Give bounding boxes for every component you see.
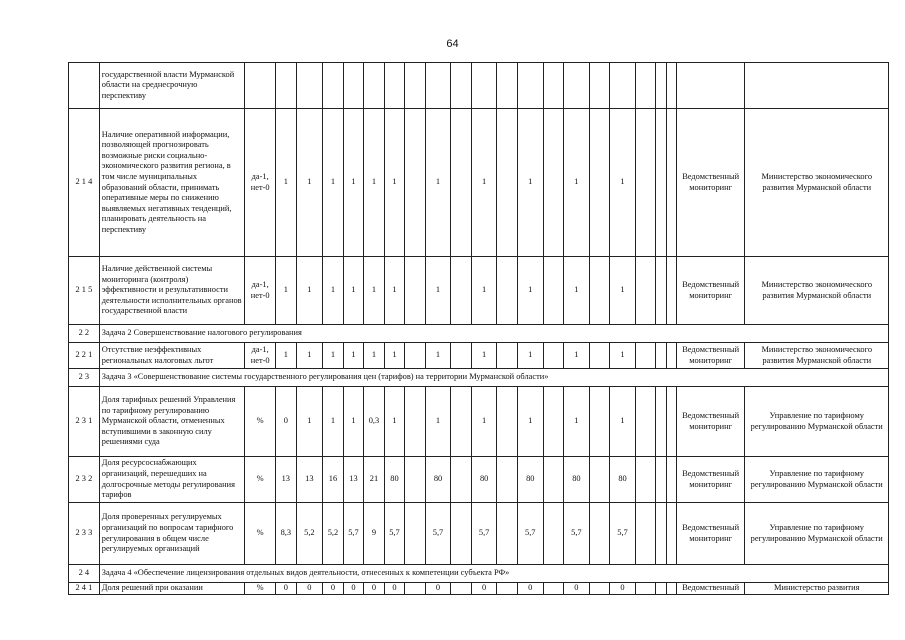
unit-cell: % [245, 503, 276, 565]
value-cell [589, 257, 610, 325]
value-cell: 8,3 [276, 503, 297, 565]
value-cell: 5,7 [517, 503, 543, 565]
value-cell [451, 109, 472, 257]
indicator-number: 2 2 1 [69, 343, 100, 369]
value-cell: 0 [471, 583, 497, 595]
value-cell [635, 63, 656, 109]
value-cell [635, 387, 656, 457]
value-cell [589, 583, 610, 595]
indicator-name: государственной власти Мурманской области на среднесрочную перспективу [99, 63, 245, 109]
unit-cell: да-1, нет-0 [245, 109, 276, 257]
responsible-cell: Министерство развития [745, 583, 889, 595]
value-cell: 0 [323, 583, 344, 595]
value-cell [497, 503, 518, 565]
value-cell [666, 387, 676, 457]
value-cell: 1 [276, 257, 297, 325]
value-cell: 80 [471, 457, 497, 503]
data-source-cell: Ведомственный [676, 583, 745, 595]
value-cell: 1 [610, 343, 636, 369]
value-cell [666, 63, 676, 109]
value-cell: 0 [610, 583, 636, 595]
indicator-name: Доля тарифных решений Управления по тарифному регулированию Мурманской области, отмененных вступившими в законную силу решениями суда [99, 387, 245, 457]
data-source-cell: Ведомственный мониторинг [676, 457, 745, 503]
value-cell [384, 63, 405, 109]
responsible-cell: Министерство экономического развития Мурманской области [745, 109, 889, 257]
indicator-row [69, 343, 889, 369]
indicator-row [69, 503, 889, 565]
value-cell: 1 [364, 343, 385, 369]
value-cell: 80 [425, 457, 451, 503]
data-source-cell: Ведомственный мониторинг [676, 343, 745, 369]
value-cell: 5,2 [296, 503, 323, 565]
value-cell: 1 [276, 109, 297, 257]
value-cell [564, 63, 590, 109]
value-cell [405, 63, 426, 109]
value-cell: 0 [425, 583, 451, 595]
indicator-name: Доля проверенных регулируемых организаций по вопросам тарифного регулирования в общем числе регулируемых организаций [99, 503, 245, 565]
indicator-number: 2 4 1 [69, 583, 100, 595]
value-cell: 0,3 [364, 387, 385, 457]
unit-cell: да-1, нет-0 [245, 343, 276, 369]
value-cell [497, 343, 518, 369]
task-number: 2 2 [69, 325, 100, 343]
value-cell: 1 [296, 387, 323, 457]
value-cell: 0 [517, 583, 543, 595]
value-cell [589, 343, 610, 369]
value-cell: 1 [384, 387, 405, 457]
value-cell: 1 [323, 109, 344, 257]
indicator-number: 2 3 1 [69, 387, 100, 457]
indicator-number: 2 3 2 [69, 457, 100, 503]
indicator-name: Отсутствие неэффективных региональных налоговых льгот [99, 343, 245, 369]
value-cell: 1 [564, 343, 590, 369]
indicators-table [68, 62, 889, 595]
value-cell: 1 [364, 109, 385, 257]
value-cell: 1 [517, 257, 543, 325]
value-cell: 80 [384, 457, 405, 503]
value-cell: 5,7 [610, 503, 636, 565]
value-cell: 0 [564, 583, 590, 595]
value-cell: 1 [564, 109, 590, 257]
data-source-cell: Ведомственный мониторинг [676, 109, 745, 257]
value-cell [543, 457, 564, 503]
data-source-cell: Ведомственный мониторинг [676, 387, 745, 457]
value-cell: 1 [425, 343, 451, 369]
value-cell: 13 [296, 457, 323, 503]
value-cell: 0 [276, 583, 297, 595]
value-cell: 1 [471, 343, 497, 369]
value-cell: 21 [364, 457, 385, 503]
unit-cell: % [245, 387, 276, 457]
value-cell [471, 63, 497, 109]
value-cell: 80 [610, 457, 636, 503]
value-cell [405, 457, 426, 503]
indicator-name: Доля ресурсоснабжающих организаций, перешедших на долгосрочные методы регулирования тарифов [99, 457, 245, 503]
value-cell [589, 109, 610, 257]
value-cell [497, 583, 518, 595]
value-cell [589, 503, 610, 565]
responsible-cell: Министерство экономического развития Мурманской области [745, 257, 889, 325]
indicator-row [69, 583, 889, 595]
value-cell [497, 63, 518, 109]
value-cell: 5,7 [471, 503, 497, 565]
value-cell: 0 [364, 583, 385, 595]
value-cell: 1 [323, 387, 344, 457]
value-cell: 1 [296, 257, 323, 325]
value-cell [666, 257, 676, 325]
value-cell: 1 [343, 257, 364, 325]
value-cell [589, 387, 610, 457]
value-cell [656, 109, 666, 257]
data-source-cell: Ведомственный мониторинг [676, 257, 745, 325]
value-cell: 1 [517, 343, 543, 369]
data-source-cell: Ведомственный мониторинг [676, 503, 745, 565]
value-cell: 16 [323, 457, 344, 503]
value-cell [543, 387, 564, 457]
value-cell [543, 583, 564, 595]
value-cell: 1 [364, 257, 385, 325]
value-cell [656, 503, 666, 565]
value-cell: 0 [276, 387, 297, 457]
value-cell: 5,7 [425, 503, 451, 565]
value-cell [666, 503, 676, 565]
value-cell [405, 387, 426, 457]
value-cell [635, 343, 656, 369]
unit-cell: да-1, нет-0 [245, 257, 276, 325]
value-cell [451, 583, 472, 595]
value-cell [666, 109, 676, 257]
value-cell [635, 583, 656, 595]
responsible-cell: Управление по тарифному регулированию Мурманской области [745, 457, 889, 503]
value-cell [405, 257, 426, 325]
value-cell [635, 503, 656, 565]
value-cell [497, 457, 518, 503]
value-cell: 1 [610, 109, 636, 257]
value-cell [656, 387, 666, 457]
value-cell [589, 63, 610, 109]
task-number: 2 3 [69, 369, 100, 387]
value-cell [405, 503, 426, 565]
value-cell [497, 109, 518, 257]
indicator-name: Доля решений при оказании [99, 583, 245, 595]
value-cell [543, 257, 564, 325]
value-cell: 80 [517, 457, 543, 503]
value-cell [656, 257, 666, 325]
value-cell [656, 583, 666, 595]
value-cell: 1 [564, 387, 590, 457]
value-cell: 1 [276, 343, 297, 369]
value-cell: 1 [517, 387, 543, 457]
indicator-row [69, 109, 889, 257]
value-cell [405, 343, 426, 369]
value-cell: 9 [364, 503, 385, 565]
page-number: 64 [446, 38, 459, 50]
task-title: Задача 4 «Обеспечение лицензирования отдельных видов деятельности, отнесенных к компетенции субъекта РФ» [99, 565, 888, 583]
value-cell: 1 [471, 109, 497, 257]
value-cell [323, 63, 344, 109]
value-cell: 1 [517, 109, 543, 257]
value-cell [405, 583, 426, 595]
value-cell: 13 [343, 457, 364, 503]
indicator-row [69, 63, 889, 109]
value-cell: 5,7 [564, 503, 590, 565]
value-cell [635, 257, 656, 325]
value-cell: 1 [384, 343, 405, 369]
value-cell: 80 [564, 457, 590, 503]
value-cell: 5,2 [323, 503, 344, 565]
value-cell [451, 343, 472, 369]
value-cell: 1 [296, 343, 323, 369]
value-cell [666, 457, 676, 503]
indicator-number: 2 3 3 [69, 503, 100, 565]
value-cell: 1 [425, 257, 451, 325]
responsible-cell [745, 63, 889, 109]
value-cell [451, 63, 472, 109]
task-row [69, 565, 889, 583]
value-cell [543, 63, 564, 109]
value-cell: 1 [384, 257, 405, 325]
value-cell: 0 [343, 583, 364, 595]
value-cell [656, 457, 666, 503]
value-cell [543, 109, 564, 257]
value-cell [635, 457, 656, 503]
unit-cell: % [245, 583, 276, 595]
value-cell: 1 [471, 387, 497, 457]
responsible-cell: Министерство экономического развития Мурманской области [745, 343, 889, 369]
value-cell: 1 [343, 343, 364, 369]
indicator-number [69, 63, 100, 109]
value-cell [635, 109, 656, 257]
indicator-row [69, 257, 889, 325]
value-cell: 1 [343, 387, 364, 457]
value-cell: 0 [384, 583, 405, 595]
indicator-number: 2 1 5 [69, 257, 100, 325]
value-cell: 1 [323, 343, 344, 369]
indicator-row [69, 457, 889, 503]
value-cell [451, 503, 472, 565]
unit-cell [245, 63, 276, 109]
value-cell [497, 257, 518, 325]
value-cell [543, 503, 564, 565]
value-cell: 1 [471, 257, 497, 325]
value-cell: 1 [564, 257, 590, 325]
value-cell: 0 [296, 583, 323, 595]
value-cell: 1 [384, 109, 405, 257]
value-cell [276, 63, 297, 109]
value-cell [296, 63, 323, 109]
value-cell: 1 [323, 257, 344, 325]
value-cell [451, 457, 472, 503]
unit-cell: % [245, 457, 276, 503]
value-cell [405, 109, 426, 257]
value-cell [451, 257, 472, 325]
value-cell: 1 [610, 387, 636, 457]
value-cell [517, 63, 543, 109]
value-cell [656, 343, 666, 369]
value-cell: 5,7 [384, 503, 405, 565]
value-cell [497, 387, 518, 457]
value-cell: 1 [425, 387, 451, 457]
responsible-cell: Управление по тарифному регулированию Мурманской области [745, 387, 889, 457]
indicator-number: 2 1 4 [69, 109, 100, 257]
indicator-name: Наличие оперативной информации, позволяющей прогнозировать возможные риски социально-экономического развития региона, в том числе муниципальных образований области, принимать оперативные меры по снижению выявляемых негативных тенденций, планировать деятельность на перспективу [99, 109, 245, 257]
value-cell [666, 583, 676, 595]
table-body [69, 63, 889, 595]
value-cell: 1 [296, 109, 323, 257]
indicator-row [69, 387, 889, 457]
value-cell [364, 63, 385, 109]
task-number: 2 4 [69, 565, 100, 583]
task-row [69, 325, 889, 343]
value-cell [666, 343, 676, 369]
value-cell [343, 63, 364, 109]
indicator-name: Наличие действенной системы мониторинга (контроля) эффективности и результативности деятельности исполнительных органов государственной власти [99, 257, 245, 325]
value-cell [656, 63, 666, 109]
value-cell [425, 63, 451, 109]
value-cell: 13 [276, 457, 297, 503]
value-cell [543, 343, 564, 369]
value-cell [589, 457, 610, 503]
task-title: Задача 2 Совершенствование налогового регулирования [99, 325, 888, 343]
value-cell: 1 [425, 109, 451, 257]
responsible-cell: Управление по тарифному регулированию Мурманской области [745, 503, 889, 565]
task-row [69, 369, 889, 387]
data-source-cell [676, 63, 745, 109]
value-cell [610, 63, 636, 109]
task-title: Задача 3 «Совершенствование системы государственного регулирования цен (тарифов) на территории Мурманской области» [99, 369, 888, 387]
value-cell [451, 387, 472, 457]
value-cell: 1 [610, 257, 636, 325]
value-cell: 5,7 [343, 503, 364, 565]
value-cell: 1 [343, 109, 364, 257]
